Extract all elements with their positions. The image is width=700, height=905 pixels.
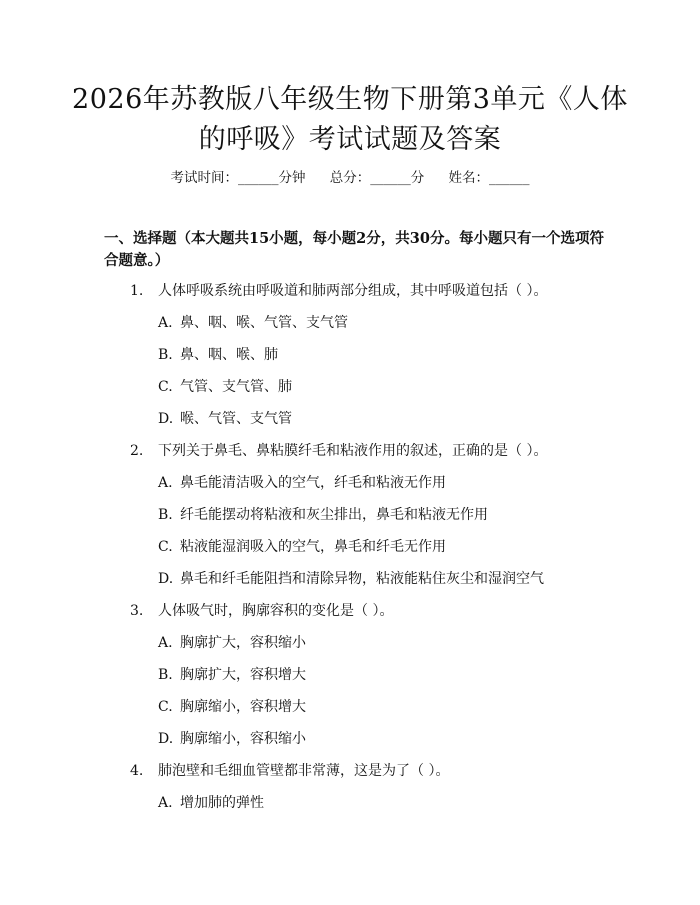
option-text: 粘液能湿润吸入的空气，鼻毛和纤毛无作用 xyxy=(180,539,446,555)
question-number: 1. xyxy=(130,283,144,299)
question-option xyxy=(158,794,264,812)
question-option xyxy=(158,506,488,524)
option-letter: D. xyxy=(158,731,174,747)
question-text: 人体吸气时，胸廓容积的变化是（ ）。 xyxy=(158,603,394,619)
option-text: 鼻毛能清洁吸入的空气，纤毛和粘液无作用 xyxy=(180,475,446,491)
option-letter: B. xyxy=(158,347,173,363)
question-stem xyxy=(130,602,393,620)
option-letter: A. xyxy=(158,635,173,651)
question-number: 2. xyxy=(130,443,144,459)
question-stem xyxy=(130,282,547,300)
question-option xyxy=(158,474,446,492)
question-option xyxy=(158,698,306,716)
option-letter: C. xyxy=(158,699,173,715)
question-option xyxy=(158,314,348,332)
exam-score-field: 总分：______分 xyxy=(329,170,425,186)
question-option xyxy=(158,346,278,364)
option-letter: C. xyxy=(158,539,173,555)
question-option xyxy=(158,410,292,428)
question-stem xyxy=(130,442,547,460)
option-text: 胸廓缩小，容积缩小 xyxy=(180,731,306,747)
option-letter: A. xyxy=(158,795,173,811)
option-letter: A. xyxy=(158,315,173,331)
question-text: 肺泡壁和毛细血管壁都非常薄，这是为了（ ）。 xyxy=(158,763,450,779)
option-text: 气管、支气管、肺 xyxy=(180,379,292,395)
question-option xyxy=(158,666,306,684)
question-number: 3. xyxy=(130,603,144,619)
option-letter: B. xyxy=(158,507,173,523)
section-heading: 一、选择题（本大题共15小题，每小题2分，共30分。每小题只有一个选项符合题意。） xyxy=(104,230,604,269)
option-text: 喉、气管、支气管 xyxy=(180,411,292,427)
option-letter: D. xyxy=(158,411,174,427)
question-text: 人体呼吸系统由呼吸道和肺两部分组成，其中呼吸道包括（ ）。 xyxy=(158,283,548,299)
option-letter: C. xyxy=(158,379,173,395)
question-option xyxy=(158,570,544,588)
question-option xyxy=(158,634,306,652)
exam-info xyxy=(0,169,700,187)
question-option xyxy=(158,730,306,748)
option-text: 胸廓缩小，容积增大 xyxy=(180,699,306,715)
question-option xyxy=(158,378,292,396)
question-number: 4. xyxy=(130,763,144,779)
option-text: 鼻、咽、喉、肺 xyxy=(180,347,278,363)
option-text: 纤毛能摆动将粘液和灰尘排出，鼻毛和粘液无作用 xyxy=(180,507,488,523)
option-letter: D. xyxy=(158,571,174,587)
document-title: 2026年苏教版八年级生物下册第3单元《人体的呼吸》考试试题及答案 xyxy=(72,84,628,155)
question-text: 下列关于鼻毛、鼻粘膜纤毛和粘液作用的叙述，正确的是（ ）。 xyxy=(158,443,548,459)
option-text: 增加肺的弹性 xyxy=(180,795,264,811)
question-stem xyxy=(130,762,449,780)
exam-time-field: 考试时间：______分钟 xyxy=(170,170,306,186)
option-text: 胸廓扩大，容积增大 xyxy=(180,667,306,683)
exam-name-field: 姓名：______ xyxy=(448,170,530,186)
question-option xyxy=(158,538,446,556)
option-letter: B. xyxy=(158,667,173,683)
option-text: 胸廓扩大，容积缩小 xyxy=(180,635,306,651)
option-text: 鼻、咽、喉、气管、支气管 xyxy=(180,315,348,331)
option-text: 鼻毛和纤毛能阻挡和清除异物，粘液能粘住灰尘和湿润空气 xyxy=(180,571,544,587)
option-letter: A. xyxy=(158,475,173,491)
